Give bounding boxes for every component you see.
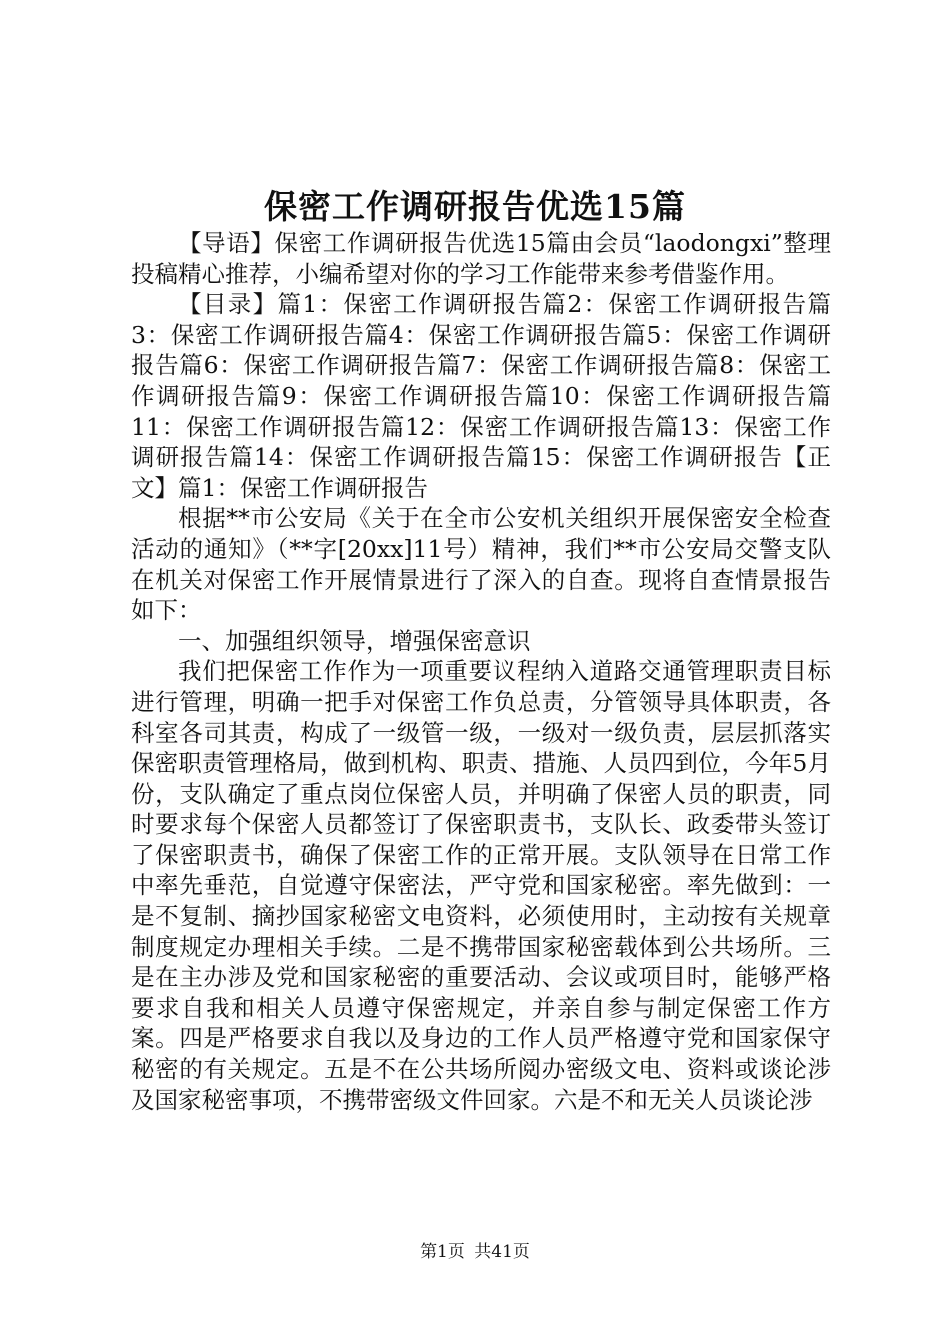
toc-paragraph: 【目录】篇1：保密工作调研报告篇2：保密工作调研报告篇3：保密工作调研报告篇4：保密工作调研报告篇5：保密工作调研报告篇6：保密工作调研报告篇7：保密工作调研报告篇8：保密工作调研报告篇9：保密工作调研报告篇10：保密工作调研报告篇11：保密工作调研报告篇12：保密工作调研报告篇13：保密工作调研报告篇14：保密工作调研报告篇15：保密工作调研报告【正文】篇1：保密工作调研报告: [131, 290, 831, 502]
page-footer: [0, 1240, 950, 1264]
body-paragraph: 我们把保密工作作为一项重要议程纳入道路交通管理职责目标进行管理，明确一把手对保密工作负总责，分管领导具体职责，各科室各司其责，构成了一级管一级，一级对一级负责，层层抓落实保密职责管理格局，做到机构、职责、措施、人员四到位，今年5月份，支队确定了重点岗位保密人员，并明确了保密人员的职责，同时要求每个保密人员都签订了保密职责书，支队长、政委带头签订了保密职责书，确保了保密工作的正常开展。支队领导在日常工作中率先垂范，自觉遵守保密法，严守党和国家秘密。率先做到：一是不复制、摘抄国家秘密文电资料，必须使用时，主动按有关规章制度规定办理相关手续。二是不携带国家秘密载体到公共场所。三是在主办涉及党和国家秘密的重要活动、会议或项目时，能够严格要求自我和相关人员遵守保密规定，并亲自参与制定保密工作方案。四是严格要求自我以及身边的工作人员严格遵守党和国家保守秘密的有关规定。五是不在公共场所阅办密级文电、资料或谈论涉及国家秘密事项，不携带密级文件回家。六是不和无关人员谈论涉: [131, 657, 831, 1114]
page-total: 共41页: [474, 1242, 530, 1262]
body-paragraph: 根据**市公安局《关于在全市公安机关组织开展保密安全检查活动的通知》（**字[20xx]11号）精神，我们**市公安局交警支队在机关对保密工作开展情景进行了深入的自查。现将自查情景报告如下：: [131, 504, 831, 625]
section-heading: 一、加强组织领导，增强保密意识: [178, 626, 531, 655]
document-title: 保密工作调研报告优选15篇: [264, 187, 686, 226]
page-number: 第1页: [420, 1242, 465, 1262]
intro-paragraph: 【导语】保密工作调研报告优选15篇由会员“laodongxi”整理投稿精心推荐，小编希望对你的学习工作能带来参考借鉴作用。: [131, 229, 831, 288]
document-body: [131, 228, 831, 1115]
